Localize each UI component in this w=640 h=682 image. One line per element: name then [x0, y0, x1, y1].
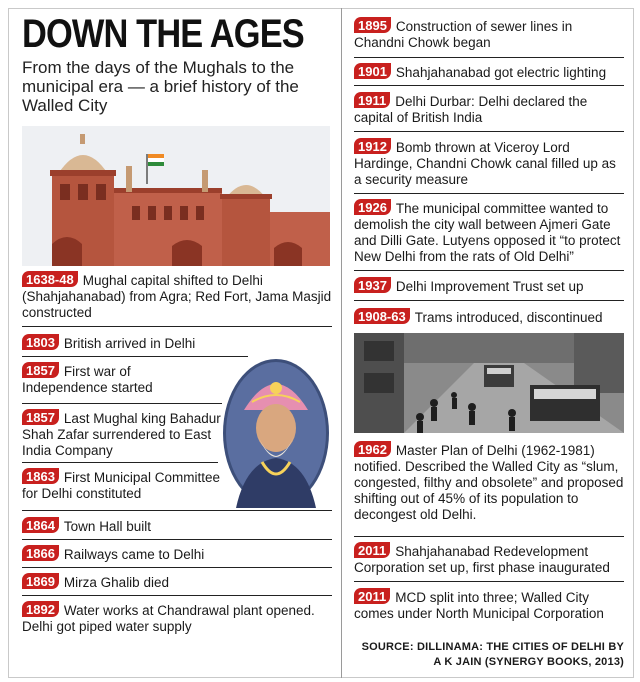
source-line-2: A K JAIN (SYNERGY BOOKS, 2013) [433, 656, 624, 668]
entry-text: Master Plan of Delhi (1962-1981) notified. Described the Walled City as “slum, congested, filthy and obsolete” and proposed shifting out of 45% of its population to decongest old Delhi. [354, 443, 624, 522]
timeline-entry [22, 362, 182, 396]
entry-text: Delhi Improvement Trust set up [395, 279, 584, 294]
timeline-entry [354, 63, 630, 81]
year-badge: 1638-48 [22, 271, 78, 287]
entry-divider [22, 326, 332, 327]
page-title: DOWN THE AGES [22, 12, 304, 56]
timeline-entry [354, 588, 624, 622]
entry-text: Construction of sewer lines in Chandni Chowk began [354, 19, 573, 50]
timeline-entry [354, 441, 630, 523]
entry-divider [354, 270, 624, 271]
year-badge: 1864 [22, 517, 59, 533]
year-badge: 2011 [354, 588, 390, 604]
page-subtitle: From the days of the Mughals to the municipal era — a brief history of the Walled City [22, 58, 299, 115]
timeline-entry [22, 334, 332, 352]
entry-text: Shahjahanabad Redevelopment Corporation set up, first phase inaugurated [354, 544, 610, 575]
entry-text: MCD split into three; Walled City comes under North Municipal Corporation [354, 590, 604, 621]
entry-text: Bomb thrown at Viceroy Lord Hardinge, Chandni Chowk canal filled up as a security measure [354, 140, 616, 187]
entry-divider [354, 131, 624, 132]
year-badge: 1901 [354, 63, 391, 79]
timeline-entry [354, 199, 626, 265]
entry-text: The municipal committee wanted to demolish the city wall between Ajmeri Gate and Dilli Gate. Lutyens opposed it “to protect New Delhi from the rats of Old Delhi” [354, 201, 621, 264]
year-badge: 1912 [354, 138, 391, 154]
source-credit [354, 640, 624, 670]
timeline-entry [22, 517, 332, 535]
entry-text: Last Mughal king Bahadur Shah Zafar surrendered to East India Company [22, 411, 221, 458]
column-divider [341, 8, 342, 678]
timeline-entry [22, 601, 322, 635]
entry-divider [354, 57, 624, 58]
entry-divider [354, 581, 624, 582]
entry-text: Railways came to Delhi [63, 547, 205, 562]
timeline-entry [354, 92, 624, 126]
entry-divider [354, 85, 624, 86]
year-badge: 1857 [22, 409, 59, 425]
year-badge: 1911 [354, 92, 390, 108]
entry-divider [22, 462, 218, 463]
source-line-1: SOURCE: DILLINAMA: THE CITIES OF DELHI BY [361, 641, 624, 653]
year-badge: 1962 [354, 441, 391, 457]
year-badge: 1937 [354, 277, 391, 293]
timeline-entry [354, 277, 624, 295]
entry-divider [22, 403, 222, 404]
entry-text: Delhi Durbar: Delhi declared the capital of British India [354, 94, 588, 125]
timeline-entry [354, 542, 624, 576]
year-badge: 1869 [22, 573, 59, 589]
entry-text: Water works at Chandrawal plant opened. Delhi got piped water supply [22, 603, 315, 634]
red-fort-photo [22, 126, 330, 266]
year-badge: 1895 [354, 17, 391, 33]
entry-divider [22, 510, 332, 511]
year-badge: 1866 [22, 545, 59, 561]
year-badge: 1863 [22, 468, 59, 484]
entry-text: First Municipal Committee for Delhi constituted [22, 470, 220, 501]
timeline-entry [22, 409, 222, 459]
entry-divider [354, 193, 624, 194]
timeline-entry [354, 138, 624, 188]
year-badge: 2011 [354, 542, 390, 558]
year-badge: 1908-63 [354, 308, 410, 324]
entry-text: Mirza Ghalib died [63, 575, 169, 590]
timeline-entry [22, 271, 332, 321]
entry-text: First war of Independence started [22, 364, 153, 395]
timeline-entry [22, 573, 332, 591]
entry-text: Shahjahanabad got electric lighting [395, 65, 607, 80]
year-badge: 1892 [22, 601, 59, 617]
timeline-entry [354, 308, 624, 326]
tram-street-photo [354, 333, 624, 433]
entry-divider [22, 595, 332, 596]
entry-divider [354, 300, 624, 301]
year-badge: 1926 [354, 199, 391, 215]
entry-divider [22, 539, 332, 540]
timeline-entry [22, 545, 332, 563]
timeline-entry [354, 17, 624, 51]
year-badge: 1803 [22, 334, 59, 350]
entry-text: British arrived in Delhi [63, 336, 196, 351]
timeline-entry [22, 468, 232, 502]
entry-text: Trams introduced, discontinued [414, 310, 603, 325]
entry-text: Town Hall built [63, 519, 151, 534]
year-badge: 1857 [22, 362, 59, 378]
entry-divider [22, 356, 248, 357]
bahadur-shah-zafar-portrait [222, 358, 330, 508]
entry-divider [22, 567, 332, 568]
entry-text: Mughal capital shifted to Delhi (Shahjahanabad) from Agra; Red Fort, Jama Masjid constructed [22, 273, 332, 320]
entry-divider [354, 536, 624, 537]
